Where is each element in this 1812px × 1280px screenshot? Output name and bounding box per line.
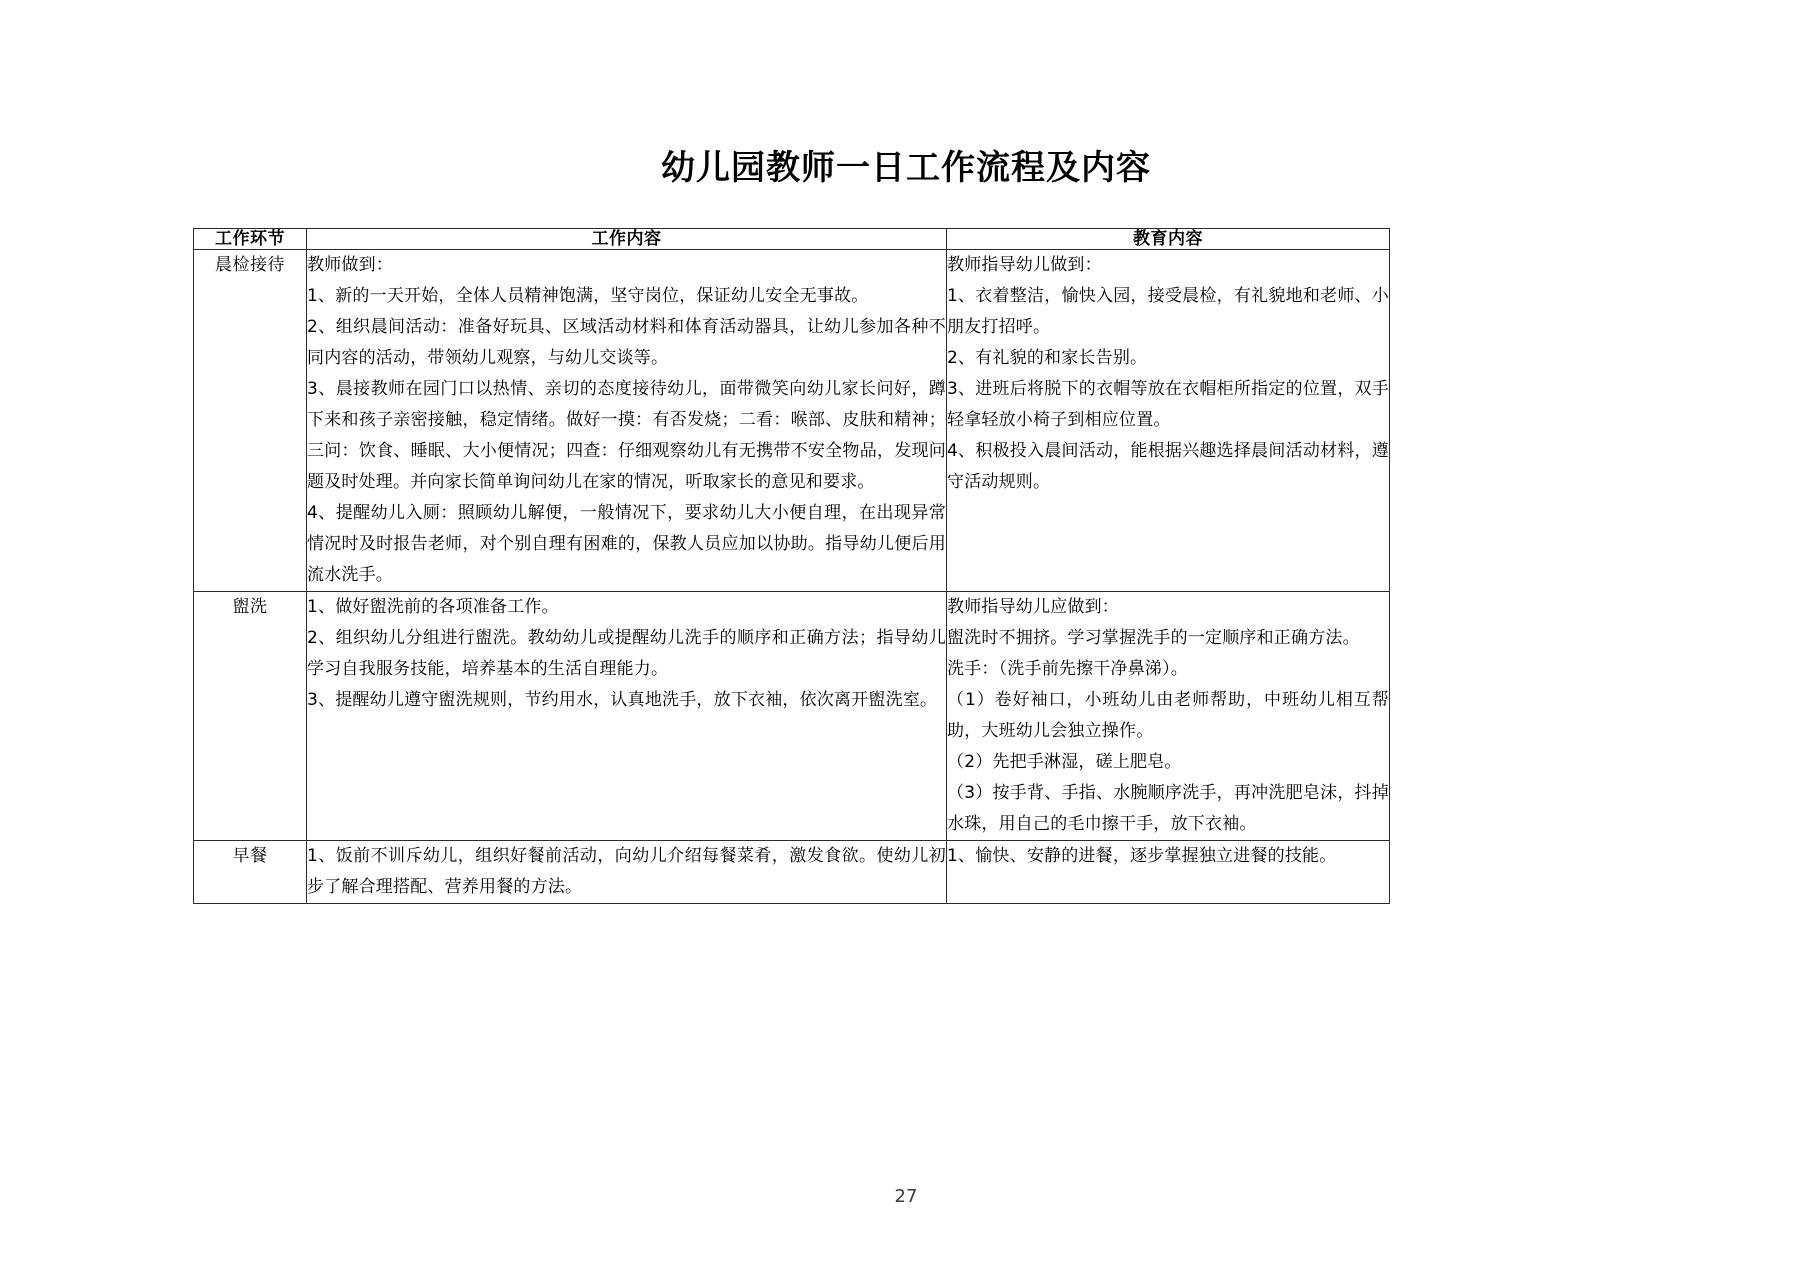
paragraph: 1、新的一天开始，全体人员精神饱满，坚守岗位，保证幼儿安全无事故。 — [307, 286, 869, 307]
paragraph: 2、有礼貌的和家长告别。 — [947, 348, 1148, 369]
paragraph: 1、做好盥洗前的各项准备工作。 — [307, 597, 559, 618]
paragraph: 1、衣着整洁，愉快入园，接受晨检，有礼貌地和老师、小朋友打招呼。 — [947, 286, 1389, 338]
paragraph: 洗手：（洗手前先擦干净鼻涕）。 — [947, 659, 1188, 680]
paragraph: 3、进班后将脱下的衣帽等放在衣帽柜所指定的位置，双手轻拿轻放小椅子到相应位置。 — [947, 379, 1389, 431]
column-header-work-content: 工作内容 — [307, 229, 947, 250]
education-content-cell — [947, 592, 1390, 841]
paragraph: （1）卷好袖口，小班幼儿由老师帮助，中班幼儿相互帮助，大班幼儿会独立操作。 — [947, 690, 1389, 742]
column-header-stage: 工作环节 — [194, 229, 307, 250]
paragraph: 1、愉快、安静的进餐，逐步掌握独立进餐的技能。 — [947, 846, 1337, 867]
table-body — [194, 250, 1390, 904]
education-content-cell — [947, 250, 1390, 592]
table-header-row — [194, 229, 1390, 250]
paragraph: （2）先把手淋湿，磋上肥皂。 — [947, 752, 1182, 773]
stage-cell: 盥洗 — [194, 592, 307, 841]
paragraph: 4、积极投入晨间活动，能根据兴趣选择晨间活动材料，遵守活动规则。 — [947, 441, 1389, 493]
paragraph: 教师指导幼儿应做到： — [947, 597, 1119, 618]
paragraph: 3、晨接教师在园门口以热情、亲切的态度接待幼儿，面带微笑向幼儿家长问好，蹲下来和孩子亲密接触，稳定情绪。做好一摸：有否发烧；二看：喉部、皮肤和精神；三问：饮食、睡眠、大小便情况；四查：仔细观察幼儿有无携带不安全物品，发现问题及时处理。并向家长简单询问幼儿在家的情况，听取家长的意见和要求。 — [307, 379, 946, 493]
paragraph: 1、饭前不训斥幼儿，组织好餐前活动，向幼儿介绍每餐菜肴，激发食欲。使幼儿初步了解合理搭配、营养用餐的方法。 — [307, 846, 946, 898]
stage-cell: 晨检接待 — [194, 250, 307, 592]
schedule-table — [193, 228, 1390, 904]
stage-cell: 早餐 — [194, 841, 307, 904]
paragraph: 教师指导幼儿做到： — [947, 255, 1102, 276]
paragraph: 4、提醒幼儿入厕：照顾幼儿解便，一般情况下，要求幼儿大小便自理，在出现异常情况时及时报告老师，对个别自理有困难的，保教人员应加以协助。指导幼儿便后用流水洗手。 — [307, 503, 946, 586]
paragraph: 3、提醒幼儿遵守盥洗规则，节约用水，认真地洗手，放下衣袖，依次离开盥洗室。 — [307, 690, 938, 711]
table-header — [194, 229, 1390, 250]
paragraph: 教师做到： — [307, 255, 393, 276]
table-row — [194, 250, 1390, 592]
paragraph: 2、组织幼儿分组进行盥洗。教幼幼儿或提醒幼儿洗手的顺序和正确方法；指导幼儿学习自我服务技能，培养基本的生活自理能力。 — [307, 628, 946, 680]
table-row — [194, 841, 1390, 904]
paragraph: （3）按手背、手指、水腕顺序洗手，再冲洗肥皂沫，抖掉水珠，用自己的毛巾擦干手，放下衣袖。 — [947, 783, 1389, 835]
education-content-cell — [947, 841, 1390, 904]
page-number: 27 — [894, 1186, 918, 1207]
column-header-education-content: 教育内容 — [947, 229, 1390, 250]
work-content-cell — [307, 250, 947, 592]
paragraph: 盥洗时不拥挤。学习掌握洗手的一定顺序和正确方法。 — [947, 628, 1360, 649]
table-row — [194, 592, 1390, 841]
page-title: 幼儿园教师一日工作流程及内容 — [661, 147, 1151, 188]
work-content-cell — [307, 841, 947, 904]
schedule-table-wrapper — [193, 228, 1389, 904]
paragraph: 2、组织晨间活动：准备好玩具、区域活动材料和体育活动器具，让幼儿参加各种不同内容的活动，带领幼儿观察，与幼儿交谈等。 — [307, 317, 946, 369]
work-content-cell — [307, 592, 947, 841]
